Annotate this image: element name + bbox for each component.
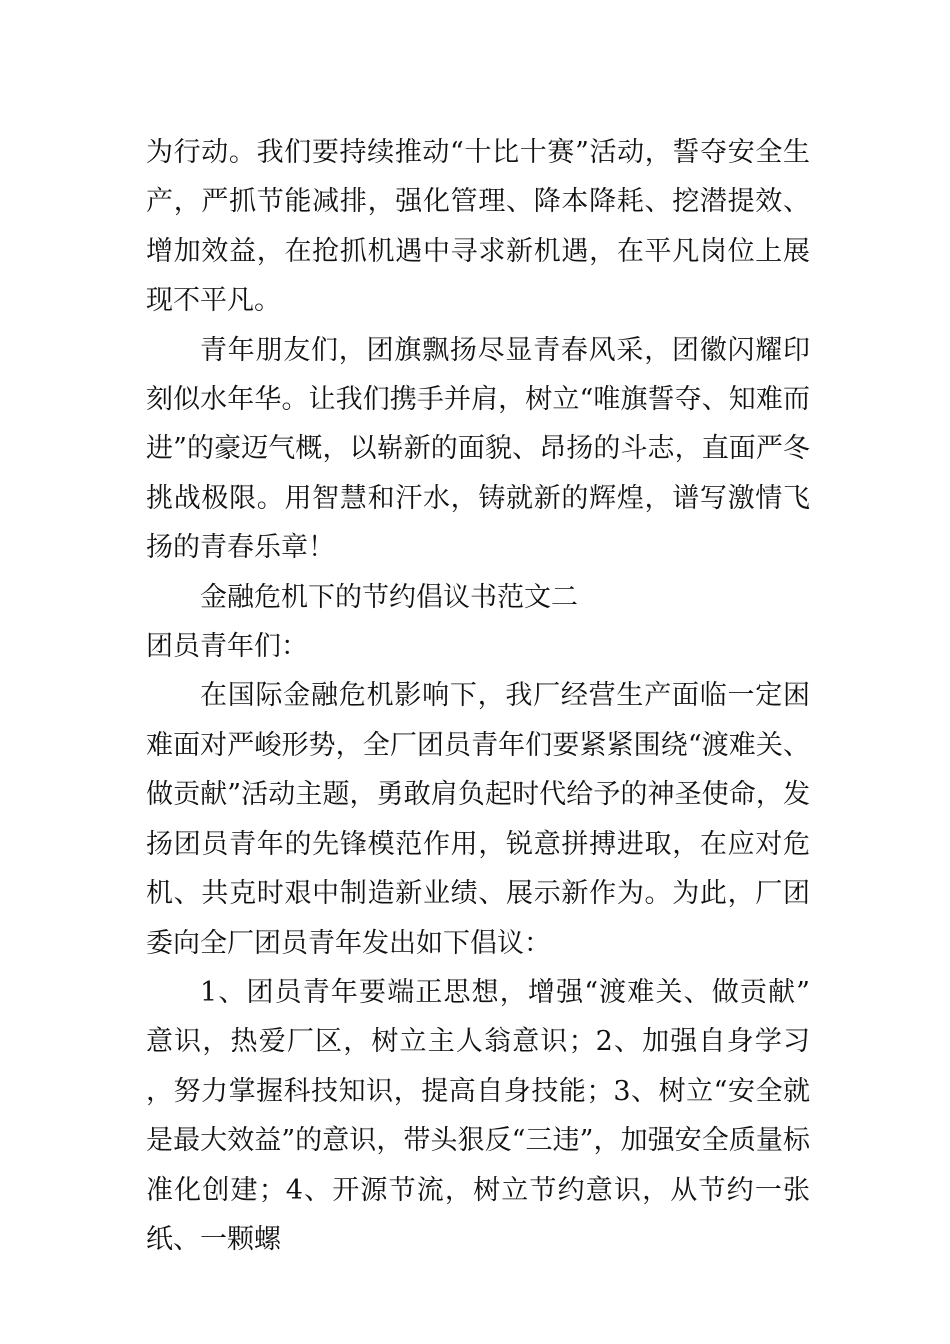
paragraph-financial-crisis: 在国际金融危机影响下，我厂经营生产面临一定困难面对严峻形势，全厂团员青年们要紧紧围绕“渡难关、做贡献”活动主题，勇敢肩负起时代给予的神圣使命，发扬团员青年的先锋模范作用，锐意拼搏进取，在应对危机、共克时艰中制造新业绩、展示新作为。为此，厂团委向全厂团员青年发出如下倡议： — [146, 680, 810, 959]
paragraph-proposals-list: 1、团员青年要端正思想，增强“渡难关、做贡献”意识，热爱厂区，树立主人翁意识；2、加强自身学习，努力掌握科技知识，提高自身技能；3、树立“安全就是最大效益”的意识，带头狠反“三违”，加强安全质量标准化创建；4、开源节流，树立节约意识，从节约一张纸、一颗螺 — [146, 976, 810, 1255]
document-page — [146, 128, 810, 1264]
paragraph-continuation: 为行动。我们要持续推动“十比十赛”活动，誓夺安全生产，严抓节能减排，强化管理、降本降耗、挖潜提效、增加效益，在抢抓机遇中寻求新机遇，在平凡岗位上展现不平凡。 — [146, 137, 810, 317]
salutation: 团员青年们： — [146, 631, 308, 663]
section-heading: 金融危机下的节约倡议书范文二 — [200, 581, 578, 613]
paragraph-youth-friends: 青年朋友们，团旗飘扬尽显青春风采，团徽闪耀印刻似水年华。让我们携手并肩，树立“唯旗誓夺、知难而进”的豪迈气概，以崭新的面貌、昂扬的斗志，直面严冬挑战极限。用智慧和汗水，铸就新的辉煌，谱写激情飞扬的青春乐章！ — [146, 334, 810, 564]
